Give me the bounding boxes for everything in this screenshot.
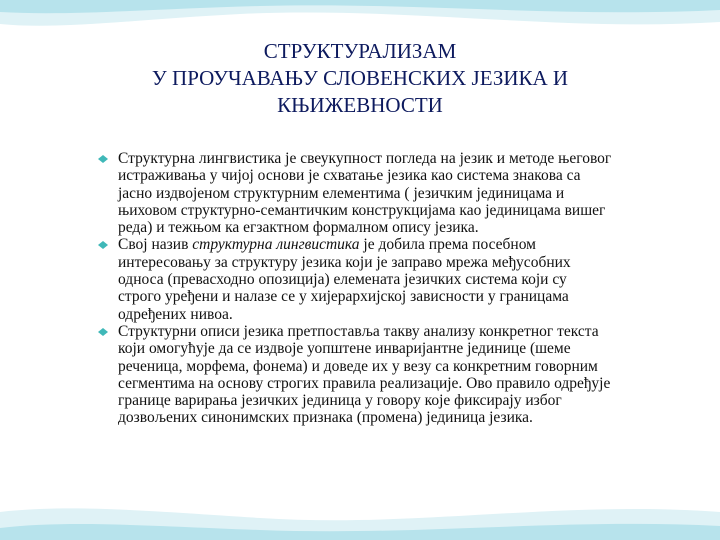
item-text-line: Структурни описи језика претпоставља такву анализу конкретног текста [118,322,599,340]
slide-title [60,38,660,119]
text-run: Свој назив [118,236,193,254]
item-text-line: јасно издвојеном структурним елементима ( језичким јединицама и [118,184,565,202]
item-text-line: Структурна лингвистика је свеукупност погледа на језик и методе његовог [118,150,612,167]
item-text-line: интересовању за структуру језика који је заправо мрежа међусобних [118,253,571,271]
text-run: је добила према посебном [359,236,536,254]
item-text-line: границе варирања језичких јединица у говору које фиксирају избог [118,392,562,410]
item-text-line: дозвољених синонимских признака (промена) јединица језика. [118,409,533,427]
item-text-line: односа (превасходно опозиција) елемената језичких система који су [118,271,567,289]
list-item [96,236,696,322]
item-text-line: који омогућује да се издвоје уопштене инваријантне јединице (шеме [118,340,571,358]
item-text-line: њиховом структурно-семантичким конструкцијама као јединицама вишег [118,201,606,219]
item-text-line [118,236,696,253]
list-item [96,150,696,236]
item-text-line: истраживања у чијој основи је схватање језика као система знакова са [118,167,581,185]
title-line: У ПРОУЧАВАЊУ СЛОВЕНСКИХ ЈЕЗИКА И [151,66,569,90]
title-line: СТРУКТУРАЛИЗАМ [263,39,457,63]
item-text-line: сегментима на основу строгих правила реализације. Ово правило одређује [118,374,611,392]
teal-diamond-bullet-icon [98,155,108,163]
bullet-list [96,150,696,427]
item-text-line: реченица, морфема, фонема) и доведе их у везу са конкретним говорним [118,357,598,375]
list-item [96,323,696,427]
title-line: КЊИЖЕВНОСТИ [277,93,443,117]
teal-diamond-bullet-icon [98,241,108,249]
item-text-line: строго уређени и налазе се у хијерархијској зависности у границама [118,288,569,306]
emphasized-term: структурна лингвистика [192,236,360,254]
item-text-line: одређених нивоа. [118,305,233,323]
item-text-line: реда) и тежњом ка егзактном формалном опису језика. [118,219,479,237]
teal-diamond-bullet-icon [98,328,108,336]
